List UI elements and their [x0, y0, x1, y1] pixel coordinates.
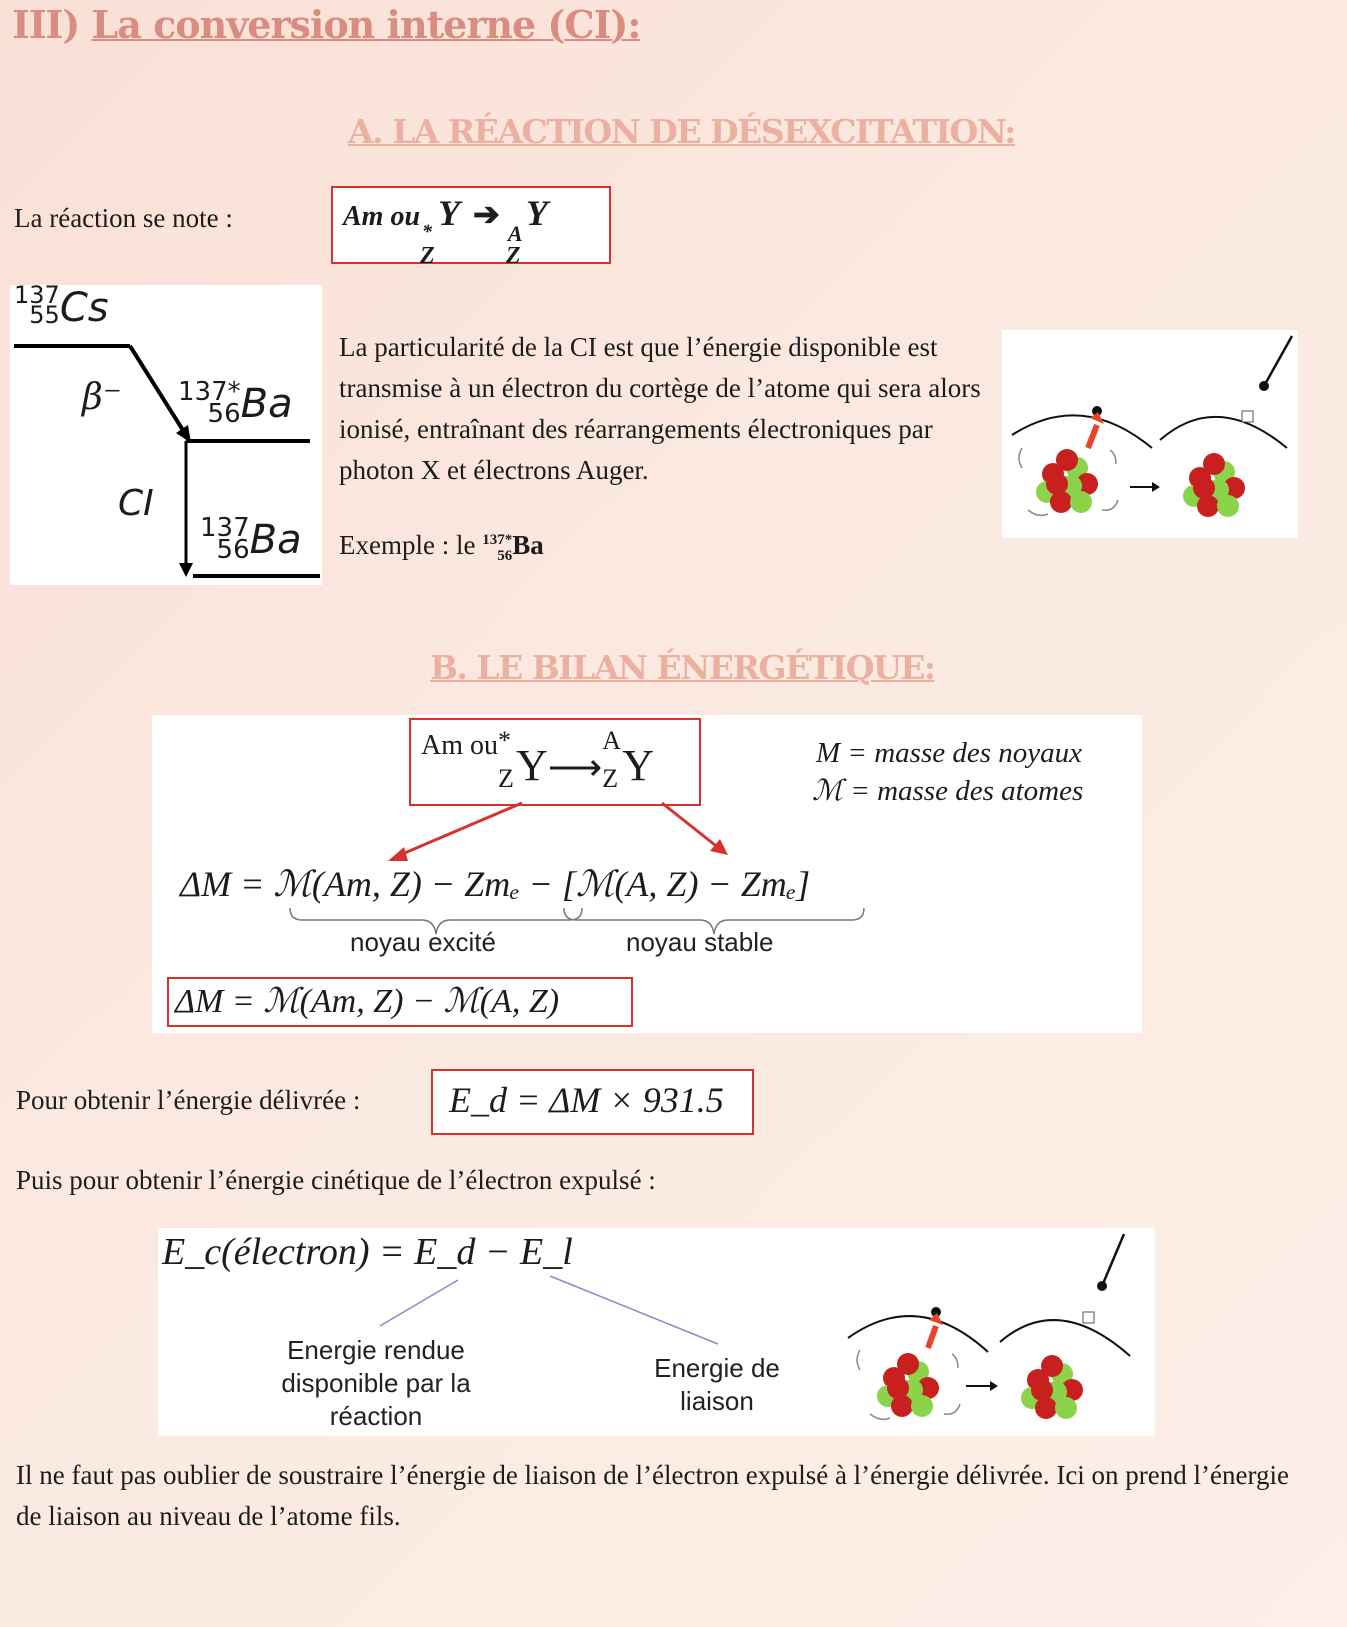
example-line: Exemple : le 137* 56Ba: [339, 530, 544, 564]
energy-formula: E_d = ΔM × 931.5: [449, 1080, 724, 1120]
excited-nuclide: 137* 56Ba: [178, 377, 293, 429]
atom-illustration-top: [1002, 330, 1298, 538]
kinetic-panel: [158, 1228, 1155, 1436]
energy-formula-box: [431, 1069, 754, 1135]
section-b-heading: B. LE BILAN ÉNERGÉTIQUE:: [430, 648, 935, 687]
beta-label: β⁻: [82, 377, 122, 418]
kinetic-label: Puis pour obtenir l’énergie cinétique de l’électron expulsé :: [16, 1165, 656, 1195]
ci-description: La particularité de la CI est que l’énergie disponible est transmise à un électron du cortège de l’atome qui sera alors ionisé, entraînant des réarrangements électroniques par photon X et électrons Auger.: [339, 332, 981, 485]
delta-m-result-box: [167, 977, 633, 1027]
reaction-formula-b: Am ou * Z Y⟶ A Z Y: [421, 726, 655, 793]
decay-diagram: [10, 281, 322, 585]
delta-m-equation: ΔM = ℳ(Am, Z) − Zmₑ − [ℳ(A, Z) − Zmₑ]: [180, 864, 811, 904]
legend-noyaux: M = masse des noyaux: [816, 737, 1083, 769]
title-prefix: III): [12, 2, 80, 47]
delta-m-result: ΔM = ℳ(Am, Z) − ℳ(A, Z): [175, 983, 560, 1020]
reaction-formula: Am ou * Z Y ➔ A Z Y: [343, 193, 548, 269]
label-noyau-stable: noyau stable: [626, 927, 774, 957]
reaction-label: La réaction se note :: [14, 203, 233, 233]
ci-label: CI: [118, 483, 154, 524]
label-noyau-excite: noyau excité: [350, 927, 496, 957]
legend-atomes: ℳ = masse des atomes: [812, 775, 1084, 807]
conclusion-text: Il ne faut pas oublier de soustraire l’énergie de liaison de l’électron expulsé à l’énergie délivrée. Ici on prend l’énergie de liaison au niveau de l’atome fils.: [16, 1460, 1289, 1531]
section-a-heading: A. LA RÉACTION DE DÉSEXCITATION:: [348, 112, 1015, 151]
title-text: La conversion interne (CI):: [91, 2, 641, 47]
annotation-energie-liaison: Energie de liaison: [654, 1353, 780, 1416]
mass-balance-panel: [152, 715, 1142, 1033]
energy-label: Pour obtenir l’énergie délivrée :: [16, 1085, 361, 1115]
page-title: [12, 2, 640, 47]
reaction-formula-box: [331, 186, 611, 269]
annotation-energie-rendue: Energie rendue disponible par la réaction: [281, 1335, 471, 1431]
ground-nuclide: 137 56Ba: [200, 513, 302, 565]
kinetic-formula: E_c(électron) = E_d − E_l: [162, 1231, 573, 1273]
parent-nuclide: 137 55Cs: [14, 281, 109, 331]
atom-ci-figure: [1002, 330, 1298, 538]
